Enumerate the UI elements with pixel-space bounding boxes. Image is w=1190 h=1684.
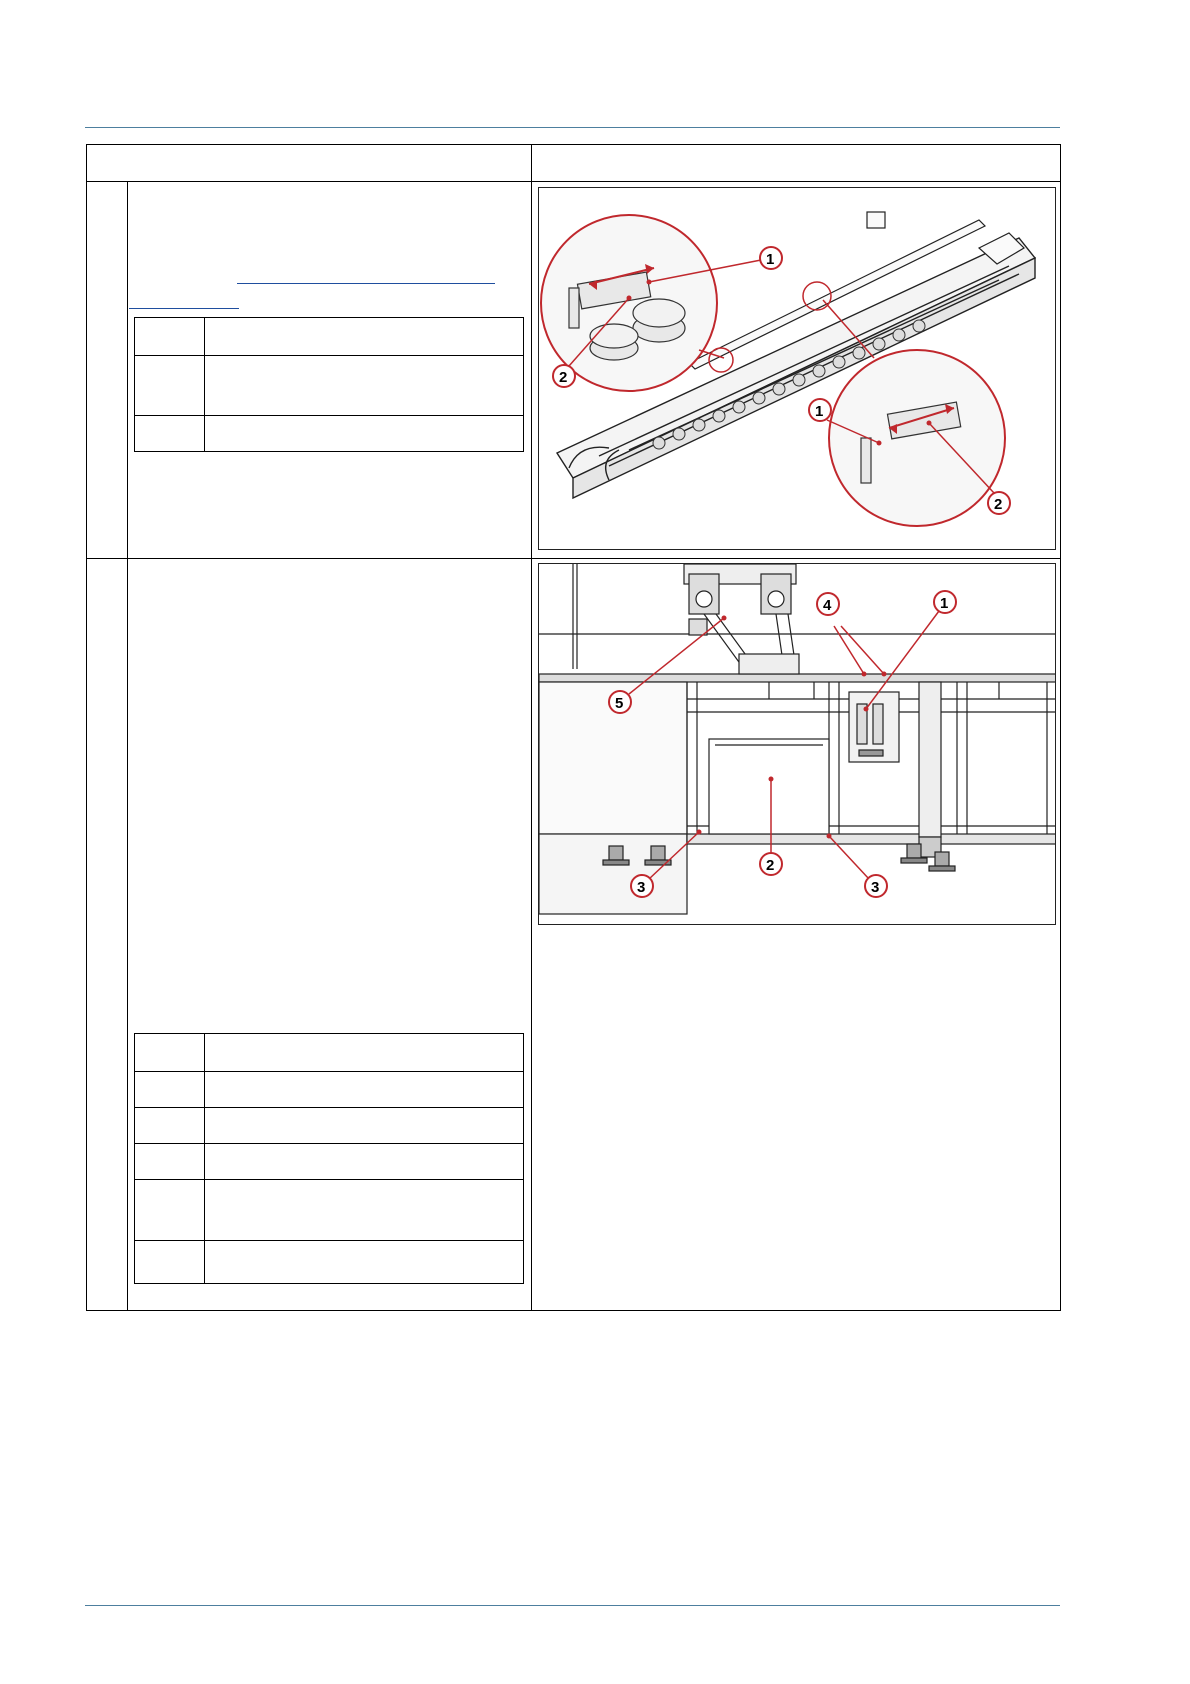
table-header-row	[87, 145, 1060, 181]
part-description	[205, 1241, 523, 1283]
callout-label: 5	[615, 695, 624, 712]
table-row	[135, 1143, 523, 1179]
conveyor-rail-figure	[538, 187, 1056, 550]
part-number	[135, 318, 205, 355]
part-description	[205, 1108, 523, 1143]
part-number	[135, 1108, 205, 1143]
part-description	[205, 1180, 523, 1240]
callout-label: 1	[815, 403, 824, 420]
part-number	[135, 1241, 205, 1283]
machine-frame-figure	[538, 563, 1056, 925]
part-description	[205, 416, 523, 451]
callout-label: 1	[940, 595, 949, 612]
footer-rule	[85, 1605, 1060, 1606]
table-row	[135, 1179, 523, 1240]
part-number	[135, 1180, 205, 1240]
part-number	[135, 1072, 205, 1107]
figure-column-divider	[531, 145, 532, 1310]
callout-label: 2	[559, 369, 568, 386]
part-description	[205, 1034, 523, 1071]
callout-label: 3	[871, 879, 880, 896]
part-description	[205, 1072, 523, 1107]
header-rule	[85, 127, 1060, 128]
step-1-link-underline-2[interactable]	[129, 308, 239, 309]
part-description	[205, 1144, 523, 1179]
table-row	[135, 318, 523, 355]
header-cell-figures	[522, 145, 1060, 181]
procedure-table	[86, 144, 1061, 1311]
machine-frame-illustration	[539, 564, 1056, 925]
callout-label: 2	[766, 857, 775, 874]
callout-label: 4	[823, 597, 832, 614]
row-divider	[87, 558, 1060, 559]
table-row	[135, 1240, 523, 1283]
part-number	[135, 1034, 205, 1071]
step-column-divider	[127, 181, 128, 1310]
part-description	[205, 318, 523, 355]
part-number	[135, 1144, 205, 1179]
callout-label: 3	[637, 879, 646, 896]
table-row	[135, 1107, 523, 1143]
step-1-link-underline[interactable]	[237, 283, 495, 284]
table-row	[135, 355, 523, 415]
step-1-parts-table	[134, 317, 524, 452]
header-divider	[87, 181, 1060, 182]
callout-label: 2	[994, 496, 1003, 513]
part-number	[135, 356, 205, 415]
table-row	[135, 1071, 523, 1107]
part-number	[135, 416, 205, 451]
callout-label: 1	[766, 251, 775, 268]
table-row	[135, 415, 523, 451]
part-description	[205, 356, 523, 415]
step-2-parts-table	[134, 1033, 524, 1284]
conveyor-rail-illustration	[539, 188, 1056, 550]
header-cell-instructions	[87, 145, 530, 181]
table-row	[135, 1034, 523, 1071]
